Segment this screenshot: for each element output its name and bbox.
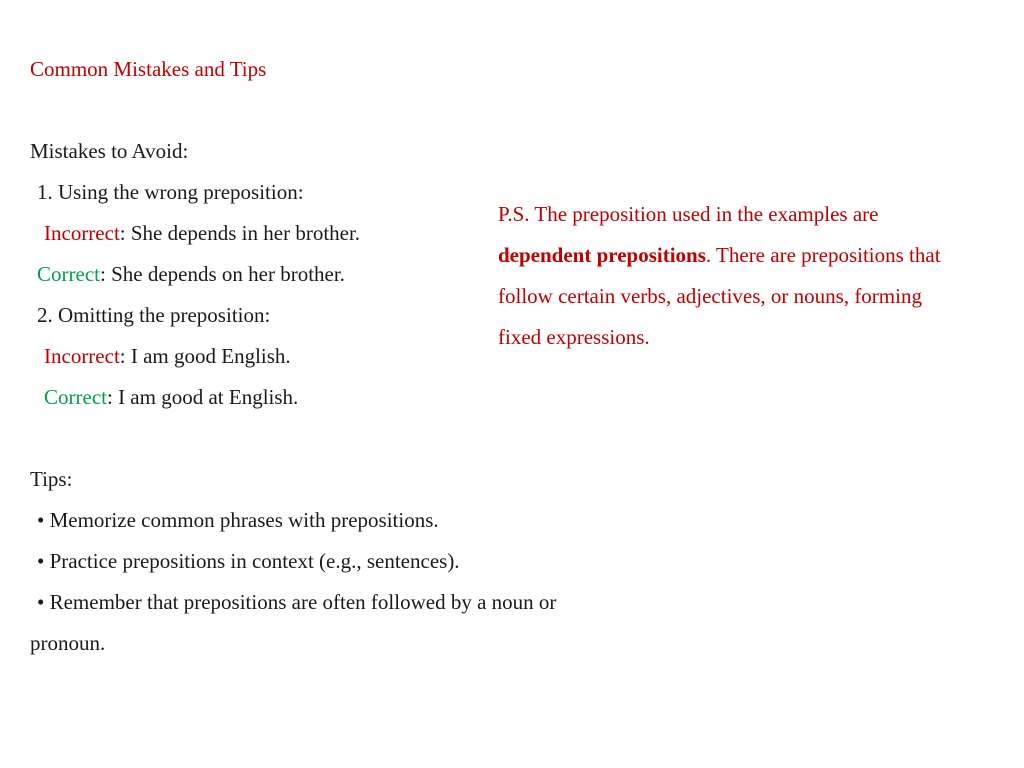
tip-item xyxy=(37,588,556,616)
mistake-1-incorrect xyxy=(44,219,360,247)
tip-text: Practice prepositions in context (e.g., sentences). xyxy=(49,549,460,573)
correct-label: Correct xyxy=(44,385,107,409)
ps-note-emphasis: dependent prepositions xyxy=(498,243,706,267)
mistake-2-incorrect xyxy=(44,342,291,370)
page-title: Common Mistakes and Tips xyxy=(30,57,267,81)
bullet-icon: • xyxy=(37,508,45,532)
bullet-icon: • xyxy=(37,590,45,614)
correct-label: Correct xyxy=(37,262,100,286)
ps-note-suffix: . There are prepositions that follow certain verbs, adjectives, or nouns, forming fixed expressions. xyxy=(498,243,941,349)
mistake-1-label: 1. Using the wrong preposition: xyxy=(37,180,304,204)
ps-note-prefix: P.S. The preposition used in the examples are xyxy=(498,202,879,226)
correct-example: : I am good at English. xyxy=(106,385,299,409)
tip-text: Remember that prepositions are often followed by a noun or xyxy=(49,590,557,614)
tip-item-continuation: pronoun. xyxy=(30,631,106,655)
mistake-2-correct xyxy=(44,383,298,411)
ps-note xyxy=(498,194,968,358)
incorrect-example: : She depends in her brother. xyxy=(119,221,361,245)
correct-example: : She depends on her brother. xyxy=(99,262,345,286)
incorrect-example: : I am good English. xyxy=(119,344,291,368)
tip-item xyxy=(37,506,439,534)
mistake-1-correct xyxy=(37,260,345,288)
tips-heading: Tips: xyxy=(30,467,73,491)
tip-text: Memorize common phrases with prepositions. xyxy=(49,508,439,532)
mistakes-heading: Mistakes to Avoid: xyxy=(30,139,189,163)
bullet-icon: • xyxy=(37,549,45,573)
tip-item xyxy=(37,547,460,575)
incorrect-label: Incorrect xyxy=(44,221,120,245)
incorrect-label: Incorrect xyxy=(44,344,120,368)
mistake-2-label: 2. Omitting the preposition: xyxy=(37,303,271,327)
